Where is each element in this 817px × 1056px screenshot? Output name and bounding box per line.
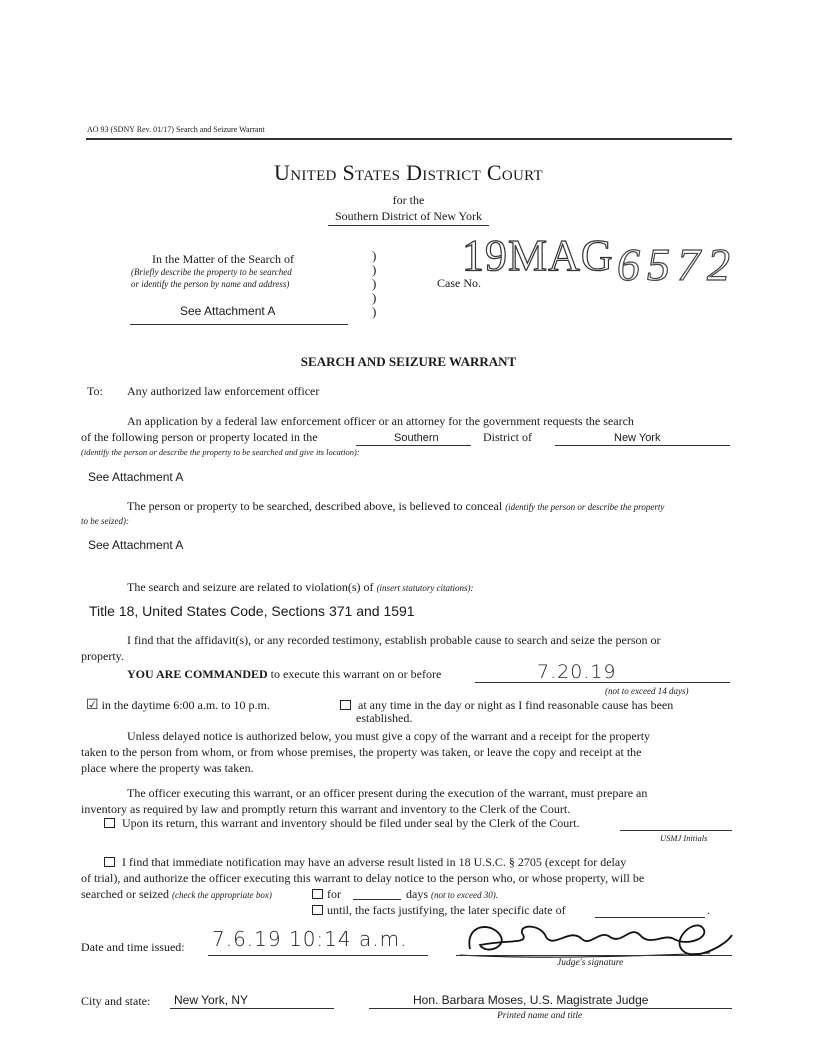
command-text: YOU ARE COMMANDED to execute this warrant on or before	[127, 667, 442, 681]
notification-line-3: searched or seized (check the appropriate box)	[81, 887, 272, 901]
judge-signature-underline	[456, 955, 732, 956]
anytime-checkbox[interactable]	[340, 700, 351, 710]
notification-option[interactable]: I find that immediate notification may have an adverse result listed in 18 U.S.C. § 2705 (except for delay	[104, 855, 626, 870]
case-number-handwritten: 6572	[617, 239, 737, 290]
conceal-text: The person or property to be searched, described above, is believed to conceal (identify the person or describe the property	[127, 499, 665, 513]
state-value-underline	[555, 445, 730, 446]
application-district-value: Southern	[394, 432, 439, 444]
seal-checkbox[interactable]	[104, 818, 115, 828]
district-value-underline	[356, 445, 471, 446]
to-text: Any authorized law enforcement officer	[127, 384, 320, 398]
date-issued-handwritten: 7.6.19 10:14 a.m.	[212, 927, 408, 951]
application-line-1: An application by a federal law enforcement officer or an attorney for the government requests the search	[127, 414, 634, 428]
identify-note: (identify the person or describe the property to be searched and give its location):	[81, 447, 360, 457]
caption-parens: ) ) ) ) )	[372, 248, 377, 319]
judge-printed-name: Hon. Barbara Moses, U.S. Magistrate Judge	[413, 993, 649, 1007]
daytime-checkmark-icon: ☑	[86, 698, 99, 713]
matter-label: In the Matter of the Search of	[152, 252, 294, 266]
application-attachment: See Attachment A	[88, 470, 184, 484]
header-rule	[86, 138, 732, 140]
for-days-option[interactable]: for	[312, 887, 341, 902]
conceal-attachment: See Attachment A	[88, 538, 184, 552]
until-period: .	[707, 903, 710, 917]
case-number-stamp: 19MAG	[462, 231, 614, 280]
initials-underline	[620, 830, 732, 831]
city-state-value: New York, NY	[174, 993, 249, 1007]
until-checkbox[interactable]	[312, 905, 323, 915]
until-option[interactable]: until, the facts justifying, the later specific date of	[312, 903, 566, 918]
warrant-title: SEARCH AND SEIZURE WARRANT	[300, 354, 517, 369]
describe-note-1: (Briefly describe the property to be searched	[131, 267, 292, 277]
finding-line-2: property.	[81, 649, 124, 663]
command-date-underline	[475, 682, 730, 683]
form-code: AO 93 (SDNY Rev. 01/17) Search and Seizure Warrant	[87, 125, 265, 134]
conceal-note-2: to be seized):	[81, 516, 129, 526]
court-name: United States District Court	[274, 160, 543, 185]
printed-name-label: Printed name and title	[497, 1011, 583, 1021]
notification-line-2: of trial), and authorize the officer executing this warrant to delay notice to the person who, or whose property, will be	[81, 871, 645, 885]
days-label: days (not to exceed 30).	[406, 887, 498, 901]
district-name: Southern District of New York	[335, 209, 482, 223]
to-label: To:	[87, 384, 103, 398]
initials-label: USMJ Initials	[660, 833, 708, 843]
case-no-label: Case No.	[437, 276, 481, 290]
inventory-line-2: inventory as required by law and promptly return this warrant and inventory to the Clerk of the Court.	[81, 802, 571, 816]
anytime-option[interactable]: at any time in the day or night as I find reasonable cause has been	[340, 698, 673, 713]
city-state-label: City and state:	[81, 994, 151, 1008]
for-the: for the	[392, 193, 425, 207]
days-underline[interactable]	[353, 899, 401, 900]
delayed-notice-line-1: Unless delayed notice is authorized below, you must give a copy of the warrant and a receipt for the property	[127, 729, 651, 743]
district-underline	[328, 225, 489, 226]
application-state-value: New York	[614, 432, 661, 444]
describe-note-2: or identify the person by name and address)	[131, 279, 290, 289]
caption-property: See Attachment A	[180, 304, 276, 318]
date-issued-underline	[208, 955, 428, 956]
judge-name-underline	[369, 1008, 732, 1009]
notification-checkbox[interactable]	[104, 857, 115, 867]
caption-property-underline	[130, 324, 348, 325]
statutory-citation: Title 18, United States Code, Sections 371 and 1591	[89, 603, 415, 619]
city-state-underline	[170, 1008, 334, 1009]
limit-note: (not to exceed 14 days)	[605, 686, 689, 696]
judge-signature-label: Judge's signature	[557, 958, 624, 968]
finding-line-1: I find that the affidavit(s), or any recorded testimony, establish probable cause to search and seize the person or	[127, 633, 661, 647]
violations-text: The search and seizure are related to violation(s) of (insert statutory citations):	[127, 580, 474, 594]
anytime-option-line-2: established.	[356, 711, 413, 725]
delayed-notice-line-2: taken to the person from whom, or from whose premises, the property was taken, or leave the copy and receipt at the	[81, 745, 642, 759]
daytime-option[interactable]: ☑ in the daytime 6:00 a.m. to 10 p.m.	[86, 698, 270, 713]
inventory-line-1: The officer executing this warrant, or an officer present during the execution of the warrant, must prepare an	[127, 786, 648, 800]
application-line-2: of the following person or property located in the	[81, 430, 318, 444]
date-issued-label: Date and time issued:	[81, 940, 185, 954]
delayed-notice-line-3: place where the property was taken.	[81, 761, 254, 775]
command-date-handwritten: 7.20.19	[537, 661, 617, 683]
application-district-label: District of	[483, 430, 532, 444]
for-days-checkbox[interactable]	[312, 889, 323, 899]
seal-option[interactable]: Upon its return, this warrant and inventory should be filed under seal by the Clerk of the Court.	[104, 816, 580, 831]
